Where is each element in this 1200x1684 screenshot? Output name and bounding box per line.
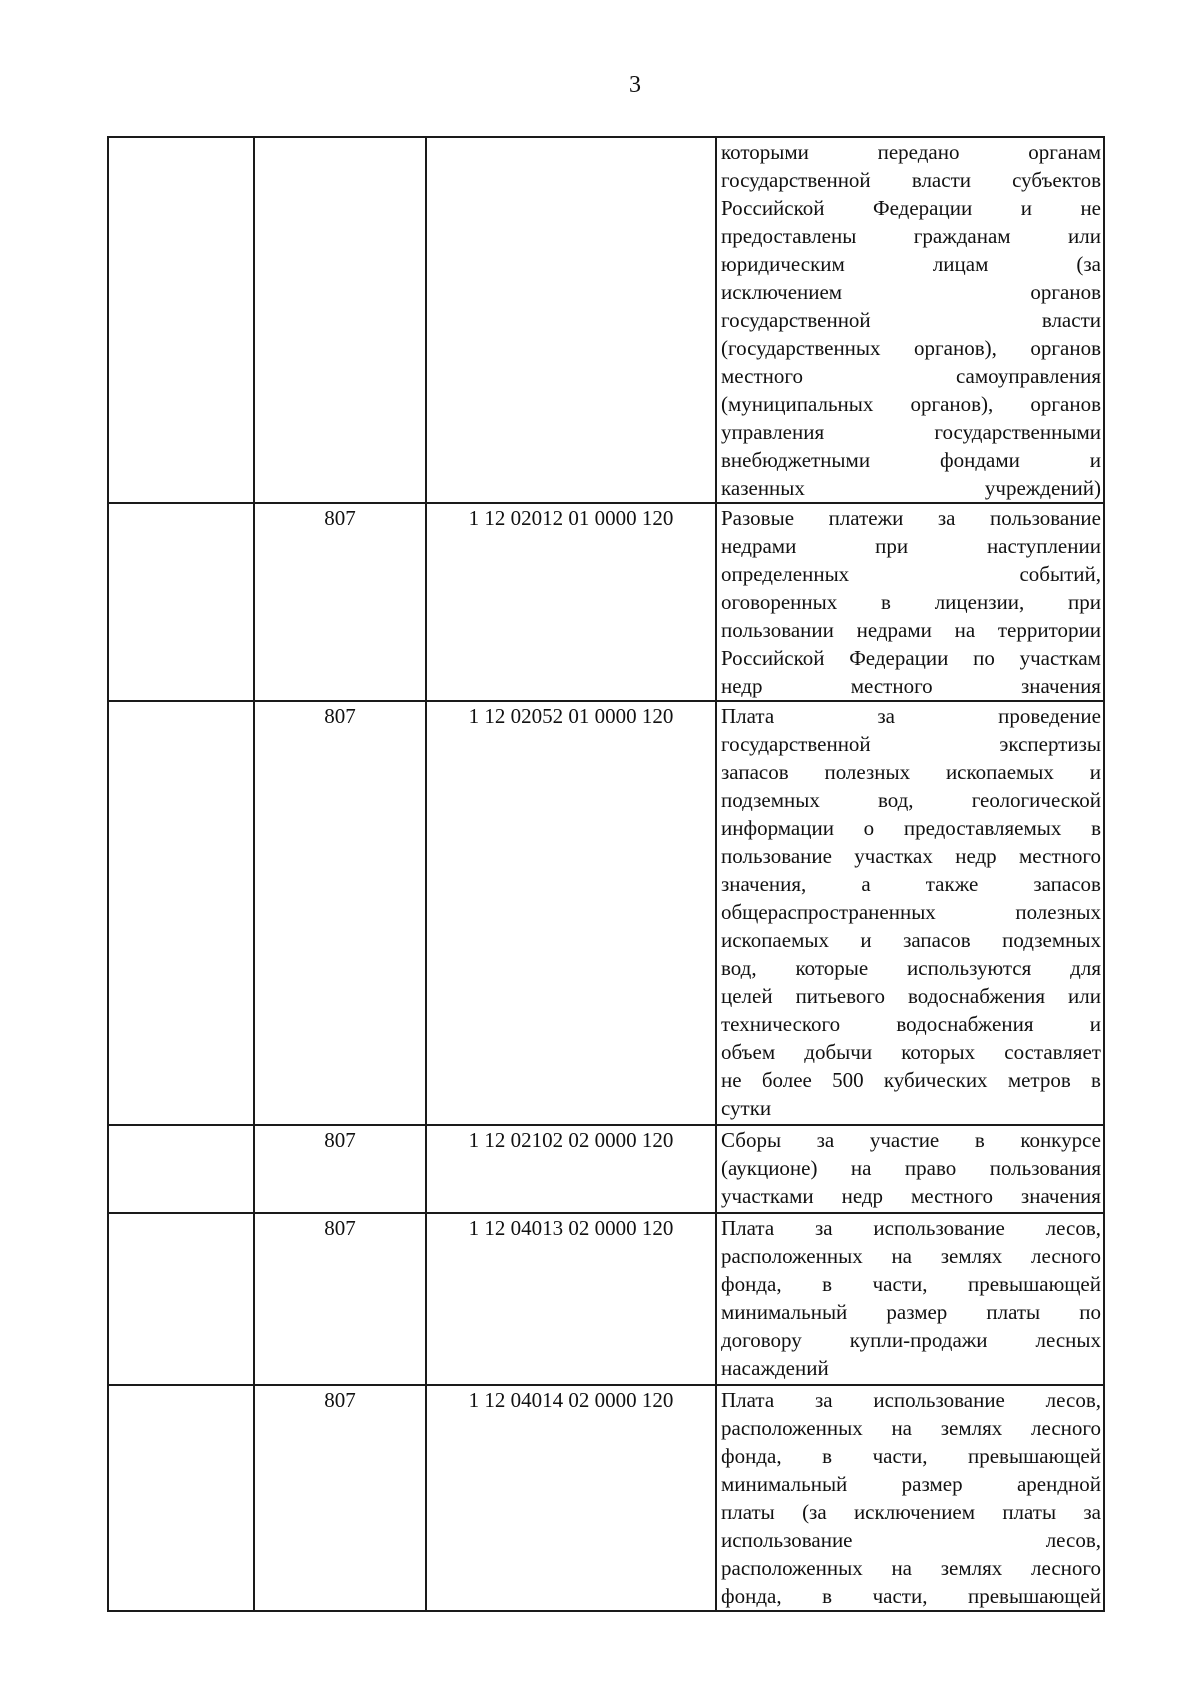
description-word: вод, (721, 956, 757, 980)
description-line (717, 814, 1103, 842)
admin-code: 807 (324, 1216, 356, 1240)
description-word: землях (940, 1556, 1003, 1580)
description-word: в (1091, 816, 1101, 840)
description-line (717, 1242, 1103, 1270)
description-line (717, 702, 1103, 730)
description-word: Российской (721, 646, 825, 670)
description-line (717, 334, 1103, 362)
empty-cell (108, 1385, 254, 1611)
description-word: фонда, (721, 1444, 782, 1468)
description-word: минимальный (721, 1300, 848, 1324)
description-word: на (954, 618, 976, 642)
description-line (717, 758, 1103, 786)
description-word: конкурсе (1020, 1128, 1101, 1152)
description-word: внебюджетными (721, 448, 871, 472)
description-line (717, 644, 1103, 672)
description-word: органам (1028, 140, 1101, 164)
description-word: местного (850, 674, 933, 698)
description-word: Российской (721, 196, 825, 220)
description-line (717, 1498, 1103, 1526)
revenue-code-cell (426, 1213, 716, 1385)
description-word: участками (721, 1184, 814, 1208)
description-word: местного (1019, 844, 1101, 868)
description-word: общераспространенных (721, 900, 936, 924)
description-word: полезных (1015, 900, 1101, 924)
description-word: расположенных (721, 1416, 863, 1440)
description-word: за (814, 1388, 833, 1412)
description-word: на (850, 1156, 872, 1180)
description-word: ископаемых (945, 760, 1054, 784)
description-word: за (816, 1128, 835, 1152)
description-word: недрами (721, 534, 797, 558)
table-row (108, 137, 1104, 503)
description-word: или (1068, 984, 1101, 1008)
revenue-code-cell (426, 137, 716, 503)
description-line (717, 306, 1103, 334)
description-word: и (1089, 1012, 1101, 1036)
description-word: предоставлены (721, 224, 857, 248)
description-line (717, 870, 1103, 898)
description-word: части, (872, 1272, 928, 1296)
description-word: которыми (721, 140, 809, 164)
description-word: за (937, 506, 956, 530)
description-line (717, 1126, 1103, 1154)
description-line (717, 1526, 1103, 1554)
description-word: лесного (1031, 1416, 1101, 1440)
description-word: государственной (721, 308, 871, 332)
description-line (717, 1038, 1103, 1066)
description-word: технического (721, 1012, 841, 1036)
page-number: 3 (629, 72, 641, 98)
revenue-code: 1 12 02102 02 0000 120 (468, 1128, 674, 1152)
description-word: целей (721, 984, 773, 1008)
description-word: по (1079, 1300, 1101, 1324)
description-word: лесов, (1045, 1388, 1101, 1412)
description-word: в (822, 1272, 833, 1296)
description-word: значения, (721, 872, 807, 896)
description-word: наступлении (986, 534, 1101, 558)
description-word: органов), (914, 336, 997, 360)
description-word: власти (911, 168, 971, 192)
table-row (108, 701, 1104, 1125)
admin-code-cell (254, 1125, 426, 1213)
description-line (717, 1326, 1103, 1354)
revenue-code-cell (426, 1385, 716, 1611)
admin-code-cell (254, 1385, 426, 1611)
description-word: для (1070, 956, 1101, 980)
description-word: превышающей (968, 1444, 1101, 1468)
description-word: недр (721, 674, 763, 698)
description-line (717, 672, 1103, 700)
description-line (717, 504, 1103, 532)
description-word: на (891, 1244, 912, 1268)
description-word: лесного (1031, 1556, 1101, 1580)
description-word: в (822, 1444, 833, 1468)
admin-code-cell (254, 701, 426, 1125)
description-word: казенных (721, 476, 805, 500)
description-word: о (863, 816, 875, 840)
description-cell (716, 503, 1104, 701)
revenue-code: 1 12 04014 02 0000 120 (468, 1388, 674, 1412)
description-word: арендной (1016, 1472, 1101, 1496)
description-word: лесного (1031, 1244, 1101, 1268)
table-row (108, 1213, 1104, 1385)
description-line (717, 532, 1103, 560)
revenue-code: 1 12 02012 01 0000 120 (468, 506, 674, 530)
description-word: объем (721, 1040, 776, 1064)
description-line (717, 898, 1103, 926)
description-word: участие (869, 1128, 940, 1152)
description-word: по (973, 646, 995, 670)
description-word: предоставляемых (903, 816, 1062, 840)
description-word: в (974, 1128, 985, 1152)
description-word: Сборы (721, 1128, 782, 1152)
description-line (717, 362, 1103, 390)
description-word: и (860, 928, 872, 952)
description-line (717, 1470, 1103, 1498)
description-line (717, 138, 1103, 166)
description-word: метров (1007, 1068, 1071, 1092)
description-word: питьевого (795, 984, 885, 1008)
description-line (717, 1214, 1103, 1242)
description-word: части, (872, 1444, 928, 1468)
description-word: договору (721, 1328, 802, 1352)
description-line (717, 954, 1103, 982)
description-word: исключением (721, 280, 843, 304)
empty-cell (108, 503, 254, 701)
description-word: платежи (828, 506, 904, 530)
description-word: и (1089, 448, 1101, 472)
description-word: лицам (932, 252, 989, 276)
description-word: также (925, 872, 979, 896)
description-word: недрами (856, 618, 932, 642)
description-line (717, 1066, 1103, 1094)
description-word: власти (1041, 308, 1101, 332)
description-word: размер (901, 1472, 963, 1496)
description-line (717, 1154, 1103, 1182)
description-word: (государственных (721, 336, 881, 360)
description-word: на (891, 1556, 912, 1580)
description-word: лицензии, (934, 590, 1025, 614)
description-word: Плата (721, 704, 775, 728)
revenue-codes-table (107, 136, 1105, 1612)
description-word: добычи (804, 1040, 873, 1064)
admin-code: 807 (324, 506, 356, 530)
description-line (717, 1354, 1103, 1382)
description-line (717, 786, 1103, 814)
description-word: превышающей (968, 1584, 1101, 1608)
admin-code: 807 (324, 704, 356, 728)
revenue-code: 1 12 02052 01 0000 120 (468, 704, 674, 728)
table-row (108, 503, 1104, 701)
description-word: 500 (832, 1068, 864, 1092)
description-word: полезных (824, 760, 911, 784)
admin-code: 807 (324, 1388, 356, 1412)
description-word: которых (901, 1040, 976, 1064)
description-word: части, (872, 1584, 928, 1608)
description-line (717, 730, 1103, 758)
description-line (717, 1298, 1103, 1326)
description-word: фонда, (721, 1584, 782, 1608)
description-word: насаждений (721, 1356, 829, 1380)
description-word: запасов (721, 760, 789, 784)
description-word: водоснабжения (907, 984, 1046, 1008)
description-word: при (1068, 590, 1101, 614)
description-word: превышающей (968, 1272, 1101, 1296)
description-line (717, 926, 1103, 954)
description-line (717, 1010, 1103, 1038)
description-word: Плата (721, 1216, 775, 1240)
description-word: а (861, 872, 871, 896)
description-word: землях (940, 1244, 1003, 1268)
description-word: государственной (721, 168, 871, 192)
description-line (717, 1386, 1103, 1414)
description-word: недр (841, 1184, 884, 1208)
admin-code: 807 (324, 1128, 356, 1152)
description-word: государственными (934, 420, 1101, 444)
description-word: событий, (1019, 562, 1101, 586)
description-word: (аукционе) (721, 1156, 818, 1180)
description-cell (716, 1213, 1104, 1385)
description-word: сутки (721, 1096, 772, 1120)
description-line (717, 474, 1103, 502)
description-word: или (1068, 224, 1101, 248)
revenue-code: 1 12 04013 02 0000 120 (468, 1216, 674, 1240)
description-line (717, 222, 1103, 250)
description-word: субъектов (1012, 168, 1101, 192)
revenue-code-cell (426, 1125, 716, 1213)
description-word: использование (873, 1388, 1005, 1412)
description-line (717, 390, 1103, 418)
description-word: землях (940, 1416, 1003, 1440)
table-row (108, 1125, 1104, 1213)
description-word: органов), (910, 392, 994, 416)
description-cell (716, 1125, 1104, 1213)
description-word: запасов (1033, 872, 1101, 896)
admin-code-cell (254, 137, 426, 503)
description-line (717, 1270, 1103, 1298)
description-word: проведение (998, 704, 1101, 728)
description-word: учреждений) (984, 476, 1101, 500)
description-word: за (1083, 1500, 1101, 1524)
description-word: в (1091, 1068, 1101, 1092)
description-word: используются (907, 956, 1032, 980)
description-word: местного (721, 364, 803, 388)
description-word: пользование (721, 844, 832, 868)
description-word: вод, (877, 788, 914, 812)
admin-code-cell (254, 503, 426, 701)
description-line (717, 166, 1103, 194)
description-line (717, 842, 1103, 870)
empty-cell (108, 137, 254, 503)
description-cell (716, 1385, 1104, 1611)
description-word: при (875, 534, 909, 558)
revenue-code-cell (426, 701, 716, 1125)
description-word: в (822, 1584, 833, 1608)
description-word: государственной (721, 732, 871, 756)
description-word: участкам (1019, 646, 1101, 670)
description-word: значения (1020, 1184, 1101, 1208)
description-word: за (877, 704, 895, 728)
description-line (717, 1582, 1103, 1610)
description-word: размер (886, 1300, 948, 1324)
revenue-code-cell (426, 503, 716, 701)
description-line (717, 194, 1103, 222)
empty-cell (108, 1125, 254, 1213)
description-word: недр (955, 844, 997, 868)
description-word: расположенных (721, 1244, 863, 1268)
description-word: значения (1020, 674, 1101, 698)
description-word: ископаемых (721, 928, 829, 952)
description-word: лесов, (1045, 1216, 1101, 1240)
description-cell (716, 137, 1104, 503)
description-line (717, 446, 1103, 474)
description-word: геологической (971, 788, 1101, 812)
description-line (717, 1442, 1103, 1470)
description-word: водоснабжения (896, 1012, 1034, 1036)
description-word: участках (854, 844, 933, 868)
description-word: лесов, (1045, 1528, 1101, 1552)
description-word: за (814, 1216, 833, 1240)
description-word: (за (802, 1500, 827, 1524)
description-word: минимальный (721, 1472, 848, 1496)
description-line (717, 250, 1103, 278)
description-word: и (1089, 760, 1101, 784)
description-word: право (904, 1156, 957, 1180)
empty-cell (108, 701, 254, 1125)
description-word: купли-продажи (849, 1328, 988, 1352)
description-word: подземных (1002, 928, 1101, 952)
description-line (717, 1182, 1103, 1210)
description-line (717, 278, 1103, 306)
description-word: более (761, 1068, 812, 1092)
description-line (717, 1554, 1103, 1582)
description-word: (за (1076, 252, 1101, 276)
description-word: Разовые (721, 506, 795, 530)
description-word: составляет (1004, 1040, 1101, 1064)
description-word: экспертизы (999, 732, 1101, 756)
description-word: Федерации (849, 646, 949, 670)
description-word: платы (1002, 1500, 1057, 1524)
description-word: (муниципальных (721, 392, 874, 416)
description-word: которые (795, 956, 869, 980)
description-word: фондами (939, 448, 1020, 472)
description-word: гражданам (913, 224, 1011, 248)
description-word: местного (911, 1184, 993, 1208)
description-line (717, 616, 1103, 644)
description-word: подземных (721, 788, 820, 812)
description-word: использование (721, 1528, 853, 1552)
description-word: оговоренных (721, 590, 838, 614)
description-line (717, 1414, 1103, 1442)
description-word: пользовании (721, 618, 834, 642)
description-word: передано (877, 140, 960, 164)
description-word: платы (986, 1300, 1041, 1324)
description-word: на (891, 1416, 912, 1440)
description-word: информации (721, 816, 834, 840)
description-line (717, 588, 1103, 616)
table-row (108, 1385, 1104, 1611)
description-line (717, 982, 1103, 1010)
description-word: территории (997, 618, 1101, 642)
description-word: пользования (989, 1156, 1101, 1180)
description-word: использование (873, 1216, 1005, 1240)
description-word: юридическим (721, 252, 845, 276)
empty-cell (108, 1213, 254, 1385)
description-line (717, 1094, 1103, 1122)
description-word: платы (721, 1500, 775, 1524)
description-word: не (721, 1068, 742, 1092)
description-word: в (881, 590, 891, 614)
description-word: органов (1030, 280, 1101, 304)
description-word: Плата (721, 1388, 775, 1412)
description-word: исключением (853, 1500, 976, 1524)
description-line (717, 418, 1103, 446)
description-word: не (1080, 196, 1101, 220)
description-word: органов (1030, 336, 1101, 360)
description-word: самоуправления (955, 364, 1101, 388)
description-line (717, 560, 1103, 588)
description-word: кубических (883, 1068, 988, 1092)
description-word: определенных (721, 562, 850, 586)
admin-code-cell (254, 1213, 426, 1385)
description-word: фонда, (721, 1272, 782, 1296)
description-word: управления (721, 420, 825, 444)
description-cell (716, 701, 1104, 1125)
description-word: расположенных (721, 1556, 863, 1580)
description-word: органов (1030, 392, 1101, 416)
description-word: лесных (1035, 1328, 1101, 1352)
description-word: Федерации (873, 196, 973, 220)
description-word: запасов (903, 928, 971, 952)
description-word: и (1020, 196, 1032, 220)
description-word: пользование (990, 506, 1101, 530)
